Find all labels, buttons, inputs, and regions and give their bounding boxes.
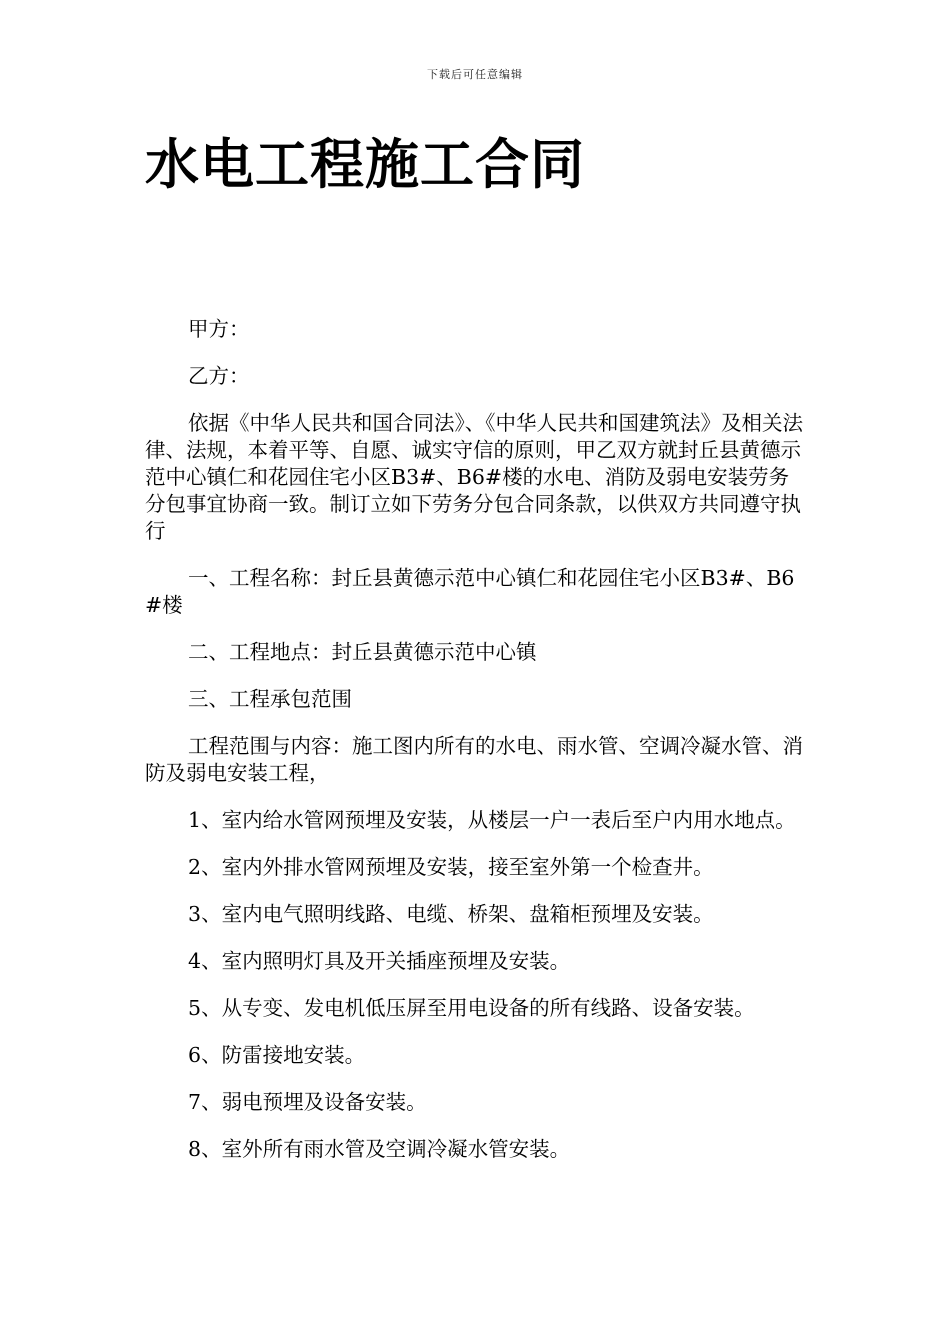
party-b-line: 乙方： (188, 364, 250, 388)
scope-item: 7、弱电预埋及设备安装。 (188, 1090, 427, 1114)
scope-item: 2、室内外排水管网预埋及安装，接至室外第一个检查井。 (188, 855, 714, 879)
scope-heading: 三、工程承包范围 (188, 687, 353, 711)
scope-item: 8、室外所有雨水管及空调冷凝水管安装。 (188, 1137, 571, 1161)
document-title: 水电工程施工合同 (145, 132, 585, 196)
scope-item: 4、室内照明灯具及开关插座预埋及安装。 (188, 949, 571, 973)
scope-item: 1、室内给水管网预埋及安装，从楼层一户一表后至户内用水地点。 (188, 808, 796, 832)
preamble-paragraph: 依据《中华人民共和国合同法》、《中华人民共和国建筑法》及相关法律、法规，本着平等、自愿、诚实守信的原则，甲乙双方就封丘县黄德示范中心镇仁和花园住宅小区B3#、B6#楼的水电、消防及弱电安装劳务分包事宜协商一致。制订立如下劳务分包合同条款，以供双方共同遵守执行 (145, 411, 804, 543)
scope-item: 6、防雷接地安装。 (188, 1043, 366, 1067)
document-body (145, 316, 807, 1183)
project-location-clause: 二、工程地点：封丘县黄德示范中心镇 (188, 640, 537, 664)
project-name-clause: 一、工程名称：封丘县黄德示范中心镇仁和花园住宅小区B3#、B6#楼 (145, 566, 795, 617)
scope-content-paragraph: 工程范围与内容：施工图内所有的水电、雨水管、空调冷凝水管、消防及弱电安装工程， (145, 734, 804, 785)
scope-item: 5、从专变、发电机低压屏至用电设备的所有线路、设备安装。 (188, 996, 755, 1020)
header-note: 下载后可任意编辑 (427, 68, 523, 81)
scope-item: 3、室内电气照明线路、电缆、桥架、盘箱柜预埋及安装。 (188, 902, 714, 926)
party-a-line: 甲方： (188, 317, 250, 341)
